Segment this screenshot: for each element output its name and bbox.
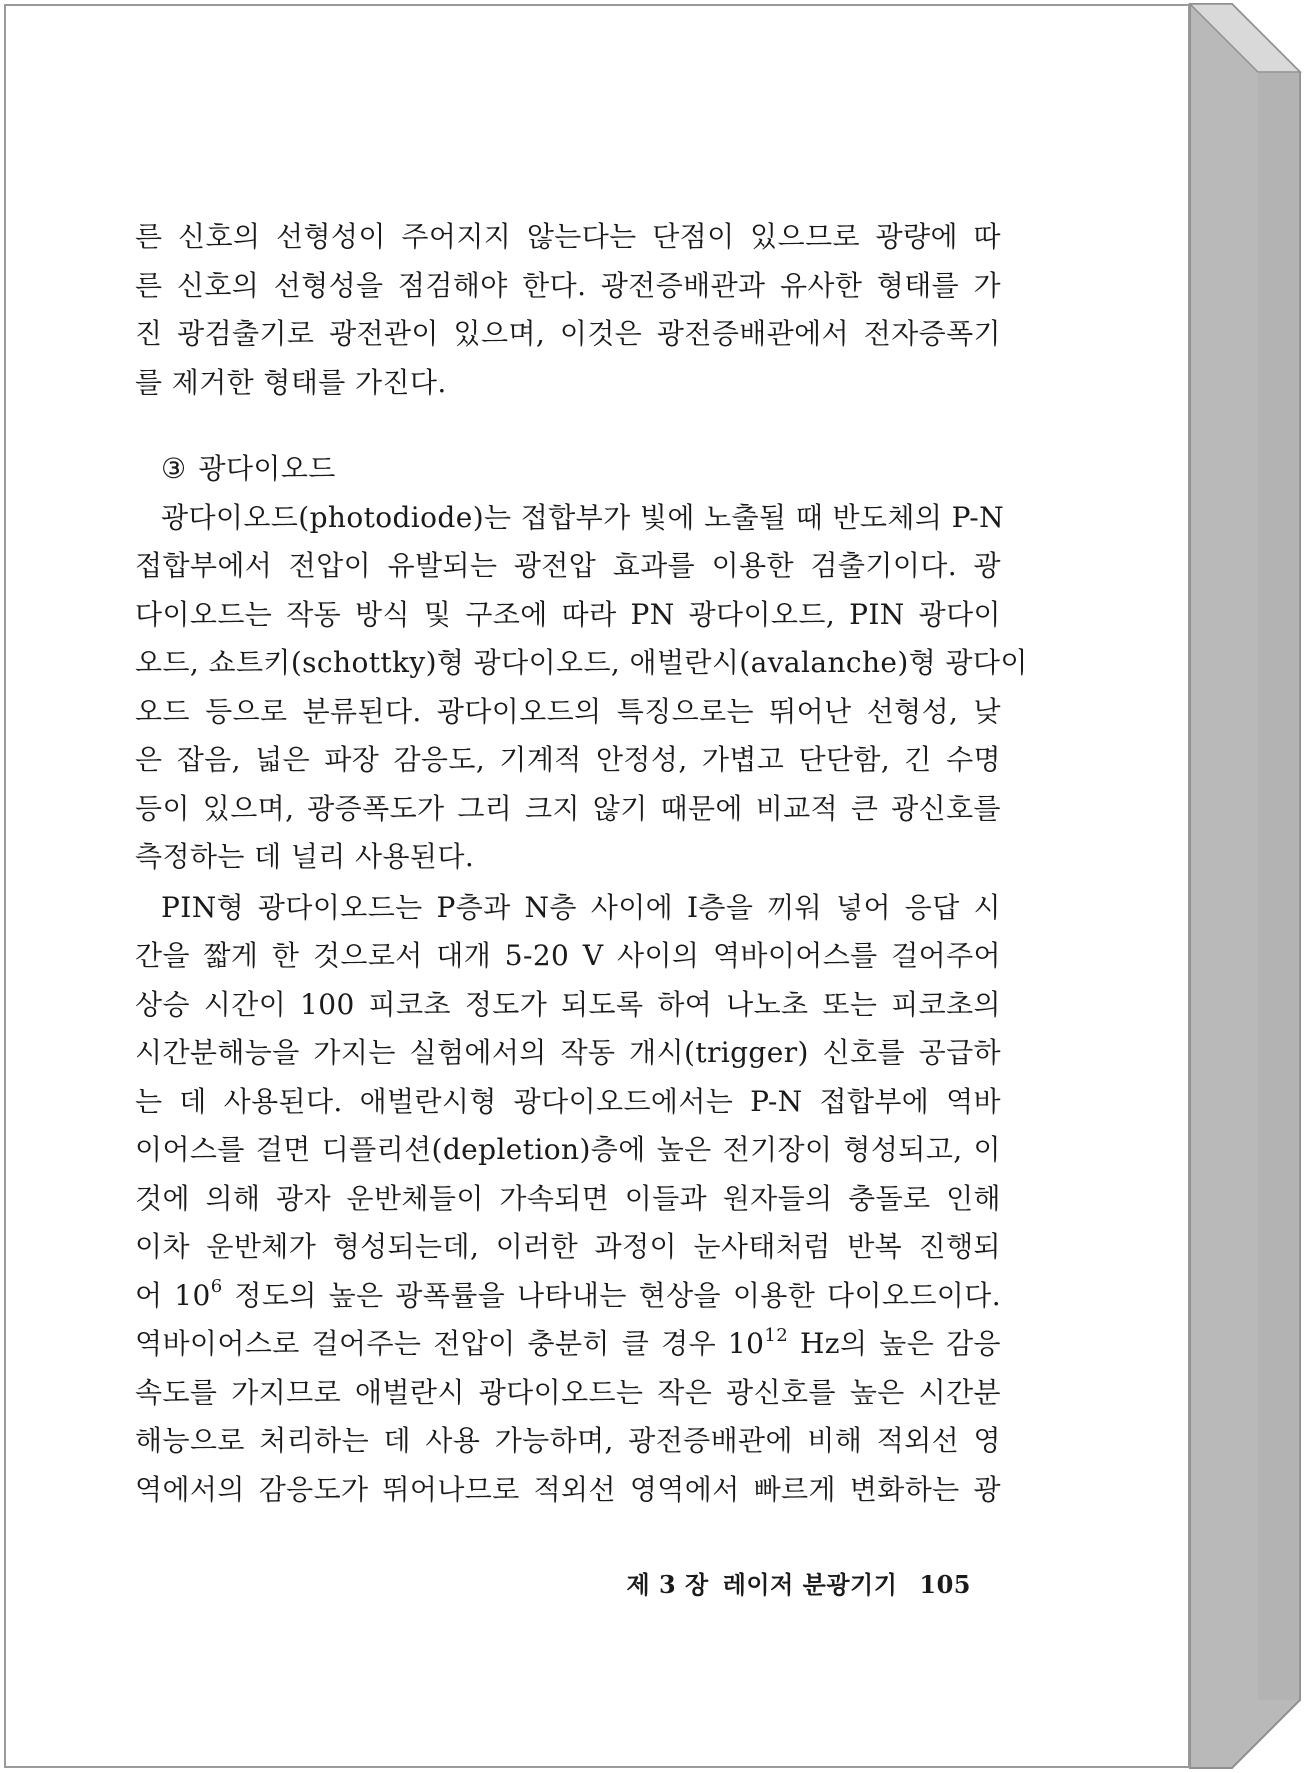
paragraph-pin-avalanche (135, 884, 1001, 1515)
text-line-with-superscript (135, 1320, 1001, 1369)
text-line-with-superscript (135, 1272, 1001, 1321)
paragraph-continued (135, 213, 1001, 407)
text-line: 른 신호의 선형성이 주어지지 않는다는 단점이 있으므로 광량에 따 (135, 220, 1001, 253)
text-line: 오드, 쇼트키(schottky)형 광다이오드, 애벌란시(avalanche)형 광다이 (135, 646, 1028, 679)
text-segment: 정도의 높은 광폭률을 나타내는 현상을 이용한 다이오드이다. (222, 1278, 1002, 1312)
text-line: 오드 등으로 분류된다. 광다이오드의 특징으로는 뛰어난 선형성, 낮 (135, 694, 1001, 728)
text-line: 시간분해능을 가지는 실험에서의 작동 개시(trigger) 신호를 공급하 (135, 1036, 1001, 1069)
text-line: 접합부에서 전압이 유발되는 광전압 효과를 이용한 검출기이다. 광 (135, 549, 1001, 582)
paragraph-photodiode (135, 494, 1028, 882)
text-line: 역에서의 감응도가 뛰어나므로 적외선 영역에서 빠르게 변화하는 광 (135, 1472, 1001, 1506)
text-line: 은 잡음, 넓은 파장 감응도, 기계적 안정성, 가볍고 단단함, 긴 수명 (135, 743, 1001, 776)
section-heading (135, 445, 1001, 494)
text-line: 것에 의해 광자 운반체들이 가속되면 이들과 원자들의 충돌로 인해 (135, 1181, 1001, 1215)
text-line: 해능으로 처리하는 데 사용 가능하며, 광전증배관에 비해 적외선 영 (135, 1424, 1001, 1457)
text-line: 등이 있으며, 광증폭도가 그리 크지 않기 때문에 비교적 큰 광신호를 (135, 791, 1001, 825)
text-line: 이어스를 걸면 디플리션(depletion)층에 높은 전기장이 형성되고, 이 (135, 1133, 1001, 1166)
chapter-title: 레이저 분광기기 (722, 1570, 898, 1599)
text-line: 간을 짧게 한 것으로서 대개 5-20 V 사이의 역바이어스를 걸어주어 (135, 939, 1001, 972)
chapter-label: 제 3 장 (626, 1570, 709, 1599)
page-footer (626, 1565, 971, 1600)
text-line: PIN형 광다이오드는 P층과 N층 사이에 I층을 끼워 넣어 응답 시 (161, 890, 1001, 924)
text-segment: 역바이어스로 걸어주는 전압이 충분히 클 경우 10 (135, 1327, 765, 1360)
text-line: 광다이오드(photodiode)는 접합부가 빛에 노출될 때 반도체의 P-N (161, 500, 1005, 534)
text-segment: 어 10 (135, 1278, 211, 1312)
page-body (135, 213, 1028, 1514)
text-segment: Hz의 높은 감응 (788, 1327, 1001, 1360)
text-line: 상승 시간이 100 피코초 정도가 되도록 하여 나노초 또는 피코초의 (135, 987, 1001, 1021)
page-number: 105 (919, 1570, 971, 1599)
text-line: 다이오드는 작동 방식 및 구조에 따라 PN 광다이오드, PIN 광다이 (135, 597, 1001, 631)
superscript-exponent: 12 (764, 1324, 789, 1346)
text-line: 측정하는 데 널리 사용된다. (135, 840, 475, 873)
text-line: 는 데 사용된다. 애벌란시형 광다이오드에서는 P-N 접합부에 역바 (135, 1084, 1001, 1118)
text-line: 속도를 가지므로 애벌란시 광다이오드는 작은 광신호를 높은 시간분 (135, 1375, 1001, 1409)
section-title: 광다이오드 (198, 452, 336, 485)
text-line: 른 신호의 선형성을 점검해야 한다. 광전증배관과 유사한 형태를 가 (135, 268, 1001, 302)
superscript-exponent: 6 (210, 1276, 223, 1298)
text-line: 이차 운반체가 형성되는데, 이러한 과정이 눈사태처럼 반복 진행되 (135, 1230, 1001, 1263)
text-line: 를 제거한 형태를 가진다. (135, 365, 447, 399)
section-number: ③ (161, 452, 187, 485)
text-line: 진 광검출기로 광전관이 있으며, 이것은 광전증배관에서 전자증폭기 (135, 317, 1001, 350)
